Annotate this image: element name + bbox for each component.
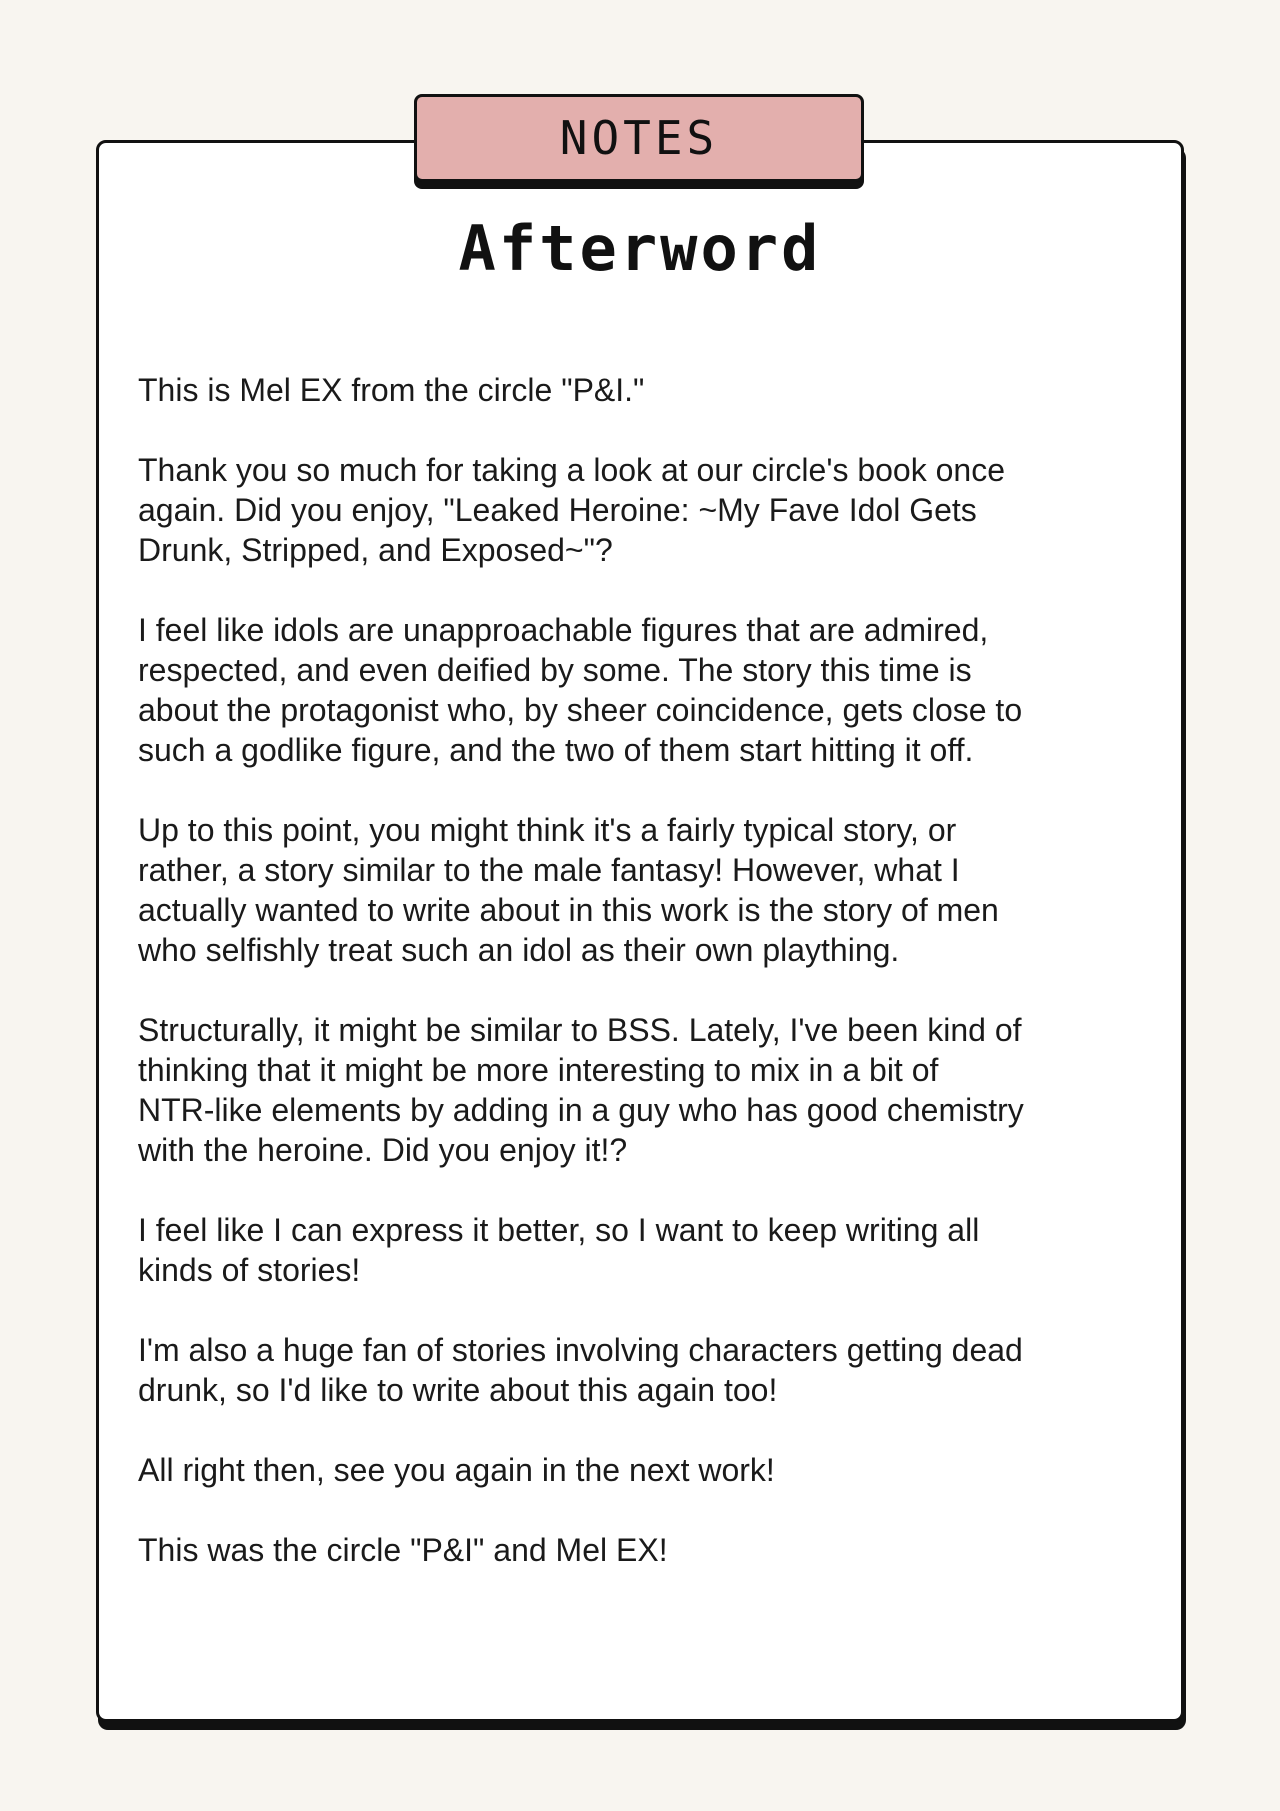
afterword-body <box>138 370 1158 1610</box>
paragraph-signoff: This was the circle "P&I" and Mel EX! <box>138 1532 668 1568</box>
notes-tab-label: NOTES <box>559 111 719 165</box>
paragraph-story: Up to this point, you might think it's a fairly typical story, or rather, a story similar to the male fantasy! However, what I actually wanted to write about in this work is the story of men who selfishly treat such an idol as their own plaything. <box>138 812 999 968</box>
notes-tab <box>414 94 864 182</box>
paragraph-structure: Structurally, it might be similar to BSS. Lately, I've been kind of thinking that it might be more interesting to mix in a bit of NTR-like elements by adding in a guy who has good chemistry with the heroine. Did you enjoy it!? <box>138 1012 1024 1168</box>
paragraph-thanks: Thank you so much for taking a look at our circle's book once again. Did you enjoy, "Leaked Heroine: ~My Fave Idol Gets Drunk, Stripped, and Exposed~"? <box>138 452 1005 568</box>
paragraph-drunk-stories: I'm also a huge fan of stories involving characters getting dead drunk, so I'd like to write about this again too! <box>138 1332 1023 1408</box>
paragraph-see-you: All right then, see you again in the next work! <box>138 1452 775 1488</box>
page-title: Afterword <box>458 212 822 285</box>
paragraph-keep-writing: I feel like I can express it better, so I want to keep writing all kinds of stories! <box>138 1212 980 1288</box>
paragraph-intro: This is Mel EX from the circle "P&I." <box>138 372 645 408</box>
paragraph-idols: I feel like idols are unapproachable figures that are admired, respected, and even deified by some. The story this time is about the protagonist who, by sheer coincidence, gets close to such a godlike figure, and the two of them start hitting it off. <box>138 612 1023 768</box>
